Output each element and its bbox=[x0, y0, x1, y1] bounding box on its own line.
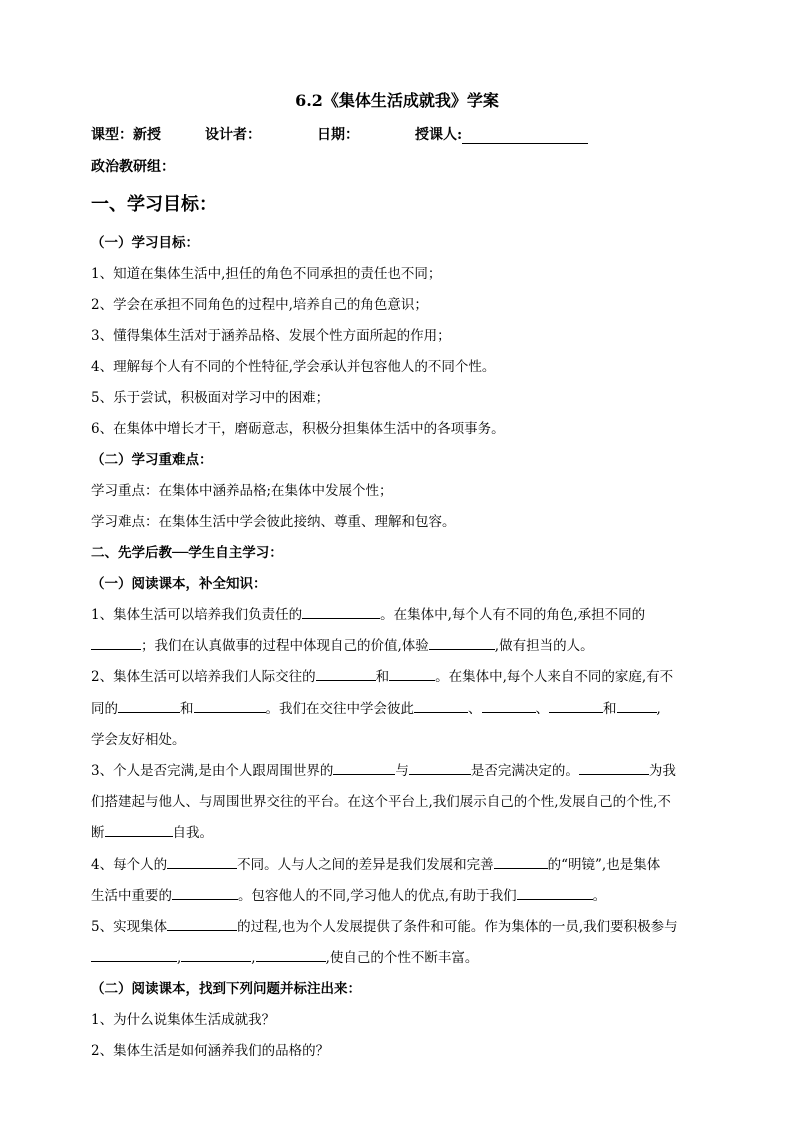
goal-2: 2、学会在承担不同角色的过程中,培养自己的角色意识； bbox=[91, 297, 428, 313]
q1-line1 bbox=[91, 603, 645, 623]
q3-blank-3[interactable] bbox=[579, 762, 649, 775]
q2-blank-8[interactable] bbox=[617, 700, 657, 713]
teacher-label-text: 授课人: bbox=[415, 127, 463, 143]
q3-line1 bbox=[91, 759, 676, 779]
section2-heading: 二、先学后教──学生自主学习： bbox=[91, 545, 283, 561]
q5-text-a: 5、实现集体 bbox=[91, 919, 168, 935]
teacher-blank bbox=[462, 129, 588, 144]
q5-text-c: , bbox=[177, 950, 182, 966]
q4-text-b: 不同。人与人之间的差异是我们发展和完善 bbox=[237, 857, 494, 873]
q3-text-c: 是否完满决定的。 bbox=[470, 763, 579, 779]
q4-text-c: 的“明镜”,也是集体 bbox=[547, 857, 661, 873]
q4-blank-2[interactable] bbox=[494, 856, 548, 869]
date-label: 日期： bbox=[317, 127, 359, 143]
q4-line1 bbox=[91, 853, 660, 873]
q3-line2: 们搭建起与他人、与周围世界交往的平台。在这个平台上,我们展示自己的个性,发展自己的个性,不 bbox=[91, 794, 671, 810]
q5-text-e: ,使自己的个性不断丰富。 bbox=[325, 950, 479, 966]
document-title: 6.2《集体生活成就我》学案 bbox=[295, 91, 499, 110]
q4-text-f: 。 bbox=[592, 888, 607, 904]
q4-blank-3[interactable] bbox=[172, 887, 238, 900]
q3-blank-2[interactable] bbox=[409, 762, 471, 775]
q2-blank-5[interactable] bbox=[414, 700, 468, 713]
goal-5: 5、乐于尝试，积极面对学习中的困难； bbox=[91, 390, 330, 406]
q1-text-c: ；我们在认真做事的过程中体现自己的价值,体验 bbox=[141, 638, 429, 654]
q1-blank-1[interactable] bbox=[302, 606, 380, 619]
q4-text-d: 生活中重要的 bbox=[91, 888, 172, 904]
q5-text-b: 的过程,也为个人发展提供了条件和可能。作为集体的一员,我们要积极参与 bbox=[237, 919, 678, 935]
q5-blank-1[interactable] bbox=[167, 918, 237, 931]
q3-text-g: 自我。 bbox=[172, 825, 213, 841]
q2-blank-1[interactable] bbox=[316, 668, 376, 681]
q4-line2 bbox=[91, 884, 606, 904]
q2-line2 bbox=[91, 697, 661, 717]
q4-text-a: 4、每个人的 bbox=[91, 857, 168, 873]
q3-text-b: 与 bbox=[395, 763, 409, 779]
q3-blank-4[interactable] bbox=[105, 824, 173, 837]
section1-heading: 一、学习目标： bbox=[91, 194, 217, 215]
q2-text-i: 和 bbox=[603, 701, 617, 717]
q1-text-b: 。在集体中,每个人有不同的角色,承担不同的 bbox=[380, 607, 646, 623]
q4-text-e: 。包容他人的不同,学习他人的优点,有助于我们 bbox=[238, 888, 517, 904]
q1-text-a: 1、集体生活可以培养我们负责任的 bbox=[91, 607, 303, 623]
section1-sub2: （二）学习重难点： bbox=[91, 452, 213, 468]
q1-text-d: ,做有担当的人。 bbox=[494, 638, 594, 654]
q2-blank-2[interactable] bbox=[389, 668, 435, 681]
teacher-label bbox=[415, 124, 588, 144]
q5-line1 bbox=[91, 915, 678, 935]
designer-label: 设计者： bbox=[205, 127, 261, 143]
goal-3: 3、懂得集体生活对于涵养品格、发展个性方面所起的作用； bbox=[91, 328, 451, 344]
q2-blank-3[interactable] bbox=[118, 700, 180, 713]
q2-text-a: 2、集体生活可以培养我们人际交往的 bbox=[91, 669, 316, 685]
q1-blank-2[interactable] bbox=[91, 637, 141, 650]
q2-text-h: 、 bbox=[535, 701, 549, 717]
q3-line3 bbox=[91, 821, 213, 841]
q5-blank-2[interactable] bbox=[91, 949, 177, 962]
q2-text-c: 。在集体中,每个人来自不同的家庭,有不 bbox=[435, 669, 674, 685]
goal-6: 6、在集体中增长才干，磨砺意志，积极分担集体生活中的各项事务。 bbox=[91, 421, 505, 437]
question-1: 1、为什么说集体生活成就我？ bbox=[91, 1012, 276, 1028]
section2-sub2: （二）阅读课本，找到下列问题并标注出来： bbox=[91, 981, 361, 997]
q1-blank-3[interactable] bbox=[429, 637, 495, 650]
q2-blank-6[interactable] bbox=[482, 700, 536, 713]
q2-text-j: , bbox=[656, 701, 661, 717]
q3-text-f: 断 bbox=[91, 825, 105, 841]
q3-text-a: 3、个人是否完满,是由个人跟周围世界的 bbox=[91, 763, 334, 779]
q1-line2 bbox=[91, 634, 594, 654]
q5-line2 bbox=[91, 946, 478, 966]
q2-line3: 学会友好相处。 bbox=[91, 732, 186, 748]
group-label: 政治教研组： bbox=[91, 159, 175, 175]
course-type: 课型：新授 bbox=[91, 127, 161, 143]
q2-text-b: 和 bbox=[375, 669, 390, 685]
q3-blank-1[interactable] bbox=[333, 762, 395, 775]
question-2: 2、集体生活是如何涵养我们的品格的？ bbox=[91, 1043, 330, 1059]
goal-4: 4、理解每个人有不同的个性特征,学会承认并包容他人的不同个性。 bbox=[91, 359, 496, 375]
q4-blank-4[interactable] bbox=[517, 887, 593, 900]
q2-blank-4[interactable] bbox=[194, 700, 266, 713]
q2-text-g: 、 bbox=[468, 701, 482, 717]
q5-text-d: , bbox=[251, 950, 256, 966]
section2-sub1: （一）阅读课本，补全知识： bbox=[91, 576, 267, 592]
difficult-point: 学习难点：在集体生活中学会彼此接纳、尊重、理解和包容。 bbox=[91, 514, 456, 530]
q2-text-d: 同的 bbox=[91, 701, 118, 717]
q2-text-e: 和 bbox=[180, 701, 194, 717]
section1-sub1: （一）学习目标： bbox=[91, 235, 199, 251]
key-point: 学习重点：在集体中涵养品格;在集体中发展个性； bbox=[91, 483, 393, 499]
q4-blank-1[interactable] bbox=[167, 856, 237, 869]
q2-blank-7[interactable] bbox=[549, 700, 603, 713]
q5-blank-3[interactable] bbox=[181, 949, 251, 962]
q2-text-f: 。我们在交往中学会彼此 bbox=[265, 701, 414, 717]
q5-blank-4[interactable] bbox=[256, 949, 326, 962]
q2-line1 bbox=[91, 665, 673, 685]
q3-text-d: 为我 bbox=[648, 763, 676, 779]
goal-1: 1、知道在集体生活中,担任的角色不同承担的责任也不同； bbox=[91, 266, 442, 282]
